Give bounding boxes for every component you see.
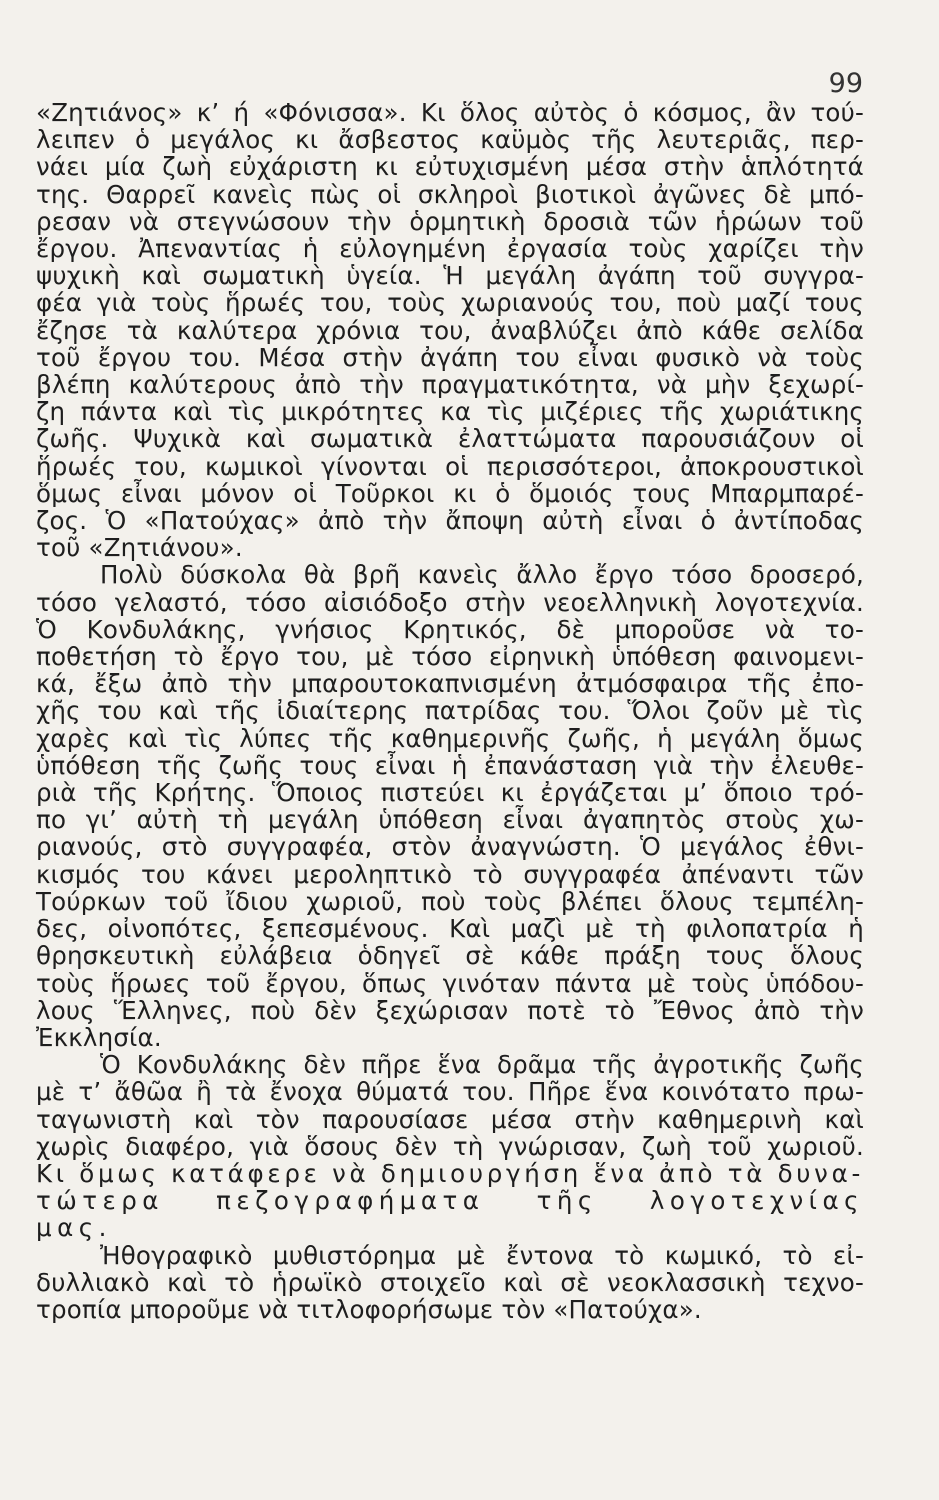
text-line: πο γι’ αὐτὴ τὴ μεγάλη ὑπόθεση εἶναι ἀγαπητὸς στοὺς χω- xyxy=(36,805,864,835)
text-line: ὅμως εἶναι μόνον οἱ Τοῦρκοι κι ὁ ὅμοιός τους Μπαρμπαρέ- xyxy=(36,478,864,508)
text-line: ριανούς, στὸ συγγραφέα, στὸν ἀναγνώστη. Ὁ μεγάλος ἐθνι- xyxy=(36,832,864,862)
paragraph xyxy=(36,99,864,561)
text-line: τροπία μποροῦμε νὰ τιτλοφορήσωμε τὸν «Πατούχα». xyxy=(36,1294,702,1324)
text-line: Ἐκκλησία. xyxy=(36,1022,162,1052)
text-line: ρεσαν νὰ στεγνώσουν τὴν ὁρμητικὴ δροσιὰ τῶν ἡρώων τοῦ xyxy=(36,206,864,236)
text-line: «Ζητιάνος» κ’ ή «Φόνισσα». Κι ὅλος αὐτὸς ὁ κόσμος, ἂν τού- xyxy=(36,98,864,127)
text-line: θρησκευτικὴ εὐλάβεια ὁδηγεῖ σὲ κάθε πράξη τους ὅλους xyxy=(36,941,864,971)
text-line: τώτερα πεζογραφήματα τῆς λογοτεχνίας xyxy=(36,1186,864,1216)
text-line: ἥρωές του, κωμικοὶ γίνονται οἱ περισσότεροι, ἀποκρουστικοὶ xyxy=(36,451,864,481)
text-line: Πολὺ δύσκολα θὰ βρῆ κανεὶς ἄλλο ἔργο τόσο δροσερό, xyxy=(100,560,864,590)
text-line: ψυχικὴ καὶ σωματικὴ ὑγεία. Ἡ μεγάλη ἀγάπη τοῦ συγγρα- xyxy=(36,261,864,291)
text-line: λους Ἕλληνες, ποὺ δὲν ξεχώρισαν ποτὲ τὸ Ἔθνος ἀπὸ τὴν xyxy=(36,995,864,1025)
text-line: ἔζησε τὰ καλύτερα χρόνια του, ἀναβλύζει ἀπὸ κάθε σελίδα xyxy=(36,315,864,345)
text-line: ποθετήση τὸ ἔργο του, μὲ τόσο εἰρηνικὴ ὑπόθεση φαινομενι- xyxy=(36,642,864,672)
page-number: 99 xyxy=(828,68,863,99)
paragraph xyxy=(36,561,864,1051)
text-line: Ὁ Κονδυλάκης δὲν πῆρε ἕνα δρᾶμα τῆς ἀγροτικῆς ζωῆς xyxy=(100,1050,864,1080)
text-line: μας. xyxy=(36,1213,112,1243)
text-line: λειπεν ὁ μεγάλος κι ἄσβεστος καϋμὸς τῆς λευτεριᾶς, περ- xyxy=(36,125,864,155)
text-line: ταγωνιστὴ καὶ τὸν παρουσίασε μέσα στὴν καθημερινὴ καὶ xyxy=(36,1104,864,1134)
text-line: ζος. Ὁ «Πατούχας» ἀπὸ τὴν ἄποψη αὐτὴ εἶναι ὁ ἀντίποδας xyxy=(36,506,864,536)
text-line: δες, οἰνοπότες, ξεπεσμένους. Καὶ μαζὶ μὲ τὴ φιλοπατρία ἡ xyxy=(36,914,864,944)
text-line: Ὁ Κονδυλάκης, γνήσιος Κρητικός, δὲ μποροῦσε νὰ το- xyxy=(36,614,864,644)
body-text xyxy=(36,99,864,1323)
text-line: ἔργου. Ἀπεναντίας ἡ εὐλογημένη ἐργασία τοὺς χαρίζει τὴν xyxy=(36,234,864,264)
text-line: νάει μία ζωὴ εὐχάριστη κι εὐτυχισμένη μέσα στὴν ἁπλότητά xyxy=(36,152,864,182)
text-line: ζωῆς. Ψυχικὰ καὶ σωματικὰ ἐλαττώματα παρουσιάζουν οἱ xyxy=(36,424,864,454)
text-line: τοῦ «Ζητιάνου». xyxy=(36,533,243,563)
text-line: χωρὶς διαφέρο, γιὰ ὅσους δὲν τὴ γνώρισαν, ζωὴ τοῦ χωριοῦ. xyxy=(36,1131,864,1161)
paragraph xyxy=(36,1242,864,1324)
text-line: χῆς του καὶ τῆς ἰδιαίτερης πατρίδας του. Ὅλοι ζοῦν μὲ τὶς xyxy=(36,696,864,726)
text-line: βλέπη καλύτερους ἀπὸ τὴν πραγματικότητα, νὰ μὴν ξεχωρί- xyxy=(36,370,864,400)
paragraph xyxy=(36,1051,864,1241)
text-line: Ἠθογραφικὸ μυθιστόρημα μὲ ἔντονα τὸ κωμικό, τὸ εἰ- xyxy=(100,1240,864,1270)
text-line: τόσο γελαστό, τόσο αἰσιόδοξο στὴν νεοελληνικὴ λογοτεχνία. xyxy=(36,587,864,617)
text-line: ριὰ τῆς Κρήτης. Ὅποιος πιστεύει κι ἐργάζεται μ’ ὅποιο τρό- xyxy=(36,778,864,808)
text-line: δυλλιακὸ καὶ τὸ ἡρωϊκὸ στοιχεῖο καὶ σὲ νεοκλασσικὴ τεχνο- xyxy=(36,1267,864,1297)
text-line: μὲ τ’ ἄθῶα ἢ τὰ ἔνοχα θύματά του. Πῆρε ἕνα κοινότατο πρω- xyxy=(36,1077,864,1107)
text-line: τοὺς ἥρωες τοῦ ἔργου, ὅπως γινόταν πάντα μὲ τοὺς ὑπόδου- xyxy=(36,968,864,998)
text-line: Κι ὅμως κατάφερε νὰ δημιουργήση ἕνα ἀπὸ τὰ δυνα- xyxy=(36,1158,864,1188)
text-line: ὑπόθεση τῆς ζωῆς τους εἶναι ἡ ἐπανάσταση γιὰ τὴν ἐλευθε- xyxy=(36,750,864,780)
text-line: Τούρκων τοῦ ἴδιου χωριοῦ, ποὺ τοὺς βλέπει ὅλους τεμπέλη- xyxy=(36,886,864,916)
text-line: τοῦ ἔργου του. Μέσα στὴν ἀγάπη του εἶναι φυσικὸ νὰ τοὺς xyxy=(36,342,864,372)
text-line: χαρὲς καὶ τὶς λύπες τῆς καθημερινῆς ζωῆς, ἡ μεγάλη ὅμως xyxy=(36,723,864,753)
text-line: κισμός του κάνει μεροληπτικὸ τὸ συγγραφέα ἀπέναντι τῶν xyxy=(36,859,864,889)
text-line: της. Θαρρεῖ κανεὶς πὼς οἱ σκληροὶ βιοτικοὶ ἀγῶνες δὲ μπό- xyxy=(36,179,864,209)
text-line: κά, ἔξω ἀπὸ τὴν μπαρουτοκαπνισμένη ἀτμόσφαιρα τῆς ἐπο- xyxy=(36,669,864,699)
text-line: ζη πάντα καὶ τὶς μικρότητες κα τὶς μιζέριες τῆς χωριάτικης xyxy=(36,397,864,427)
text-line: φέα γιὰ τοὺς ἥρωές του, τοὺς χωριανούς του, ποὺ μαζί τους xyxy=(36,288,864,318)
